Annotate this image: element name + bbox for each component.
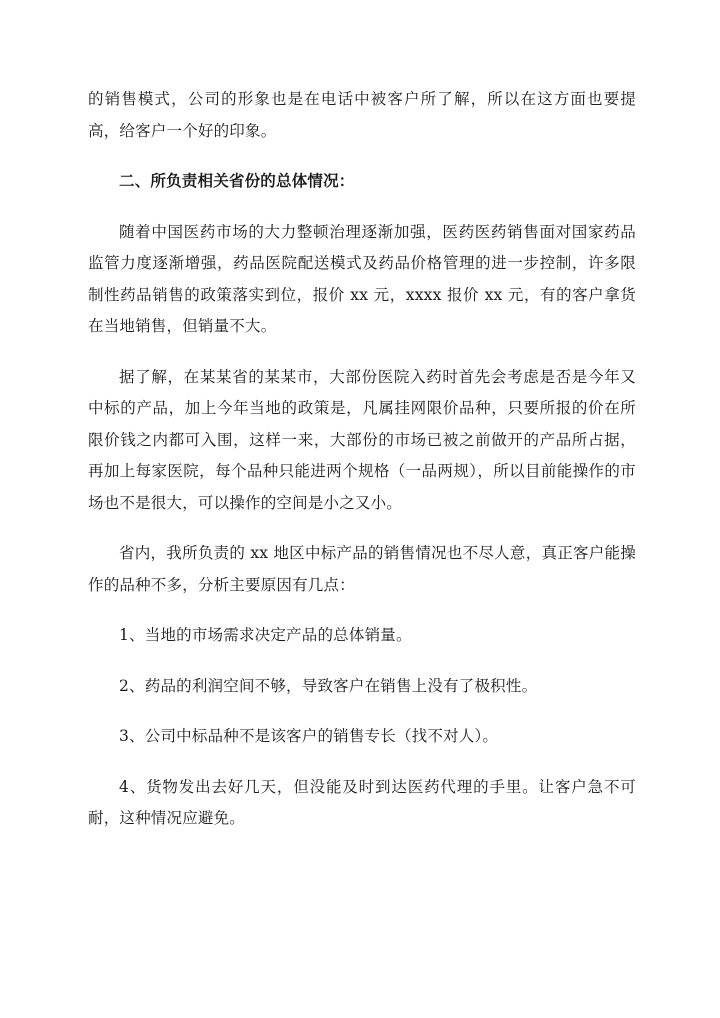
section-heading-province-overview: 二、所负责相关省份的总体情况： [119,172,355,190]
document-page [88,84,636,835]
paragraph-regional-sales-analysis: 省内，我所负责的 xx 地区中标产品的销售情况也不尽人意，真正客户能操作的品种不多，分析主要原因有几点： [88,544,636,594]
list-item-reason-4: 4、货物发出去好几天，但没能及时到达医药代理的手里。让客户急不可耐，这种情况应避免。 [88,777,636,827]
list-item-reason-3: 3、公司中标品种不是该客户的销售专长（找不对人）。 [119,727,499,745]
paragraph-sales-model-continued: 的销售模式，公司的形象也是在电话中被客户所了解，所以在这方面也要提高，给客户一个好的印象。 [88,90,636,140]
paragraph-market-regulation: 随着中国医药市场的大力整顿治理逐渐加强，医药医药销售面对国家药品监管力度逐渐增强，药品医院配送模式及药品价格管理的进一步控制，许多限制性药品销售的政策落实到位，报价 xx 元，xxxx 报价 xx 元，有的客户拿货在当地销售，但销量不大。 [88,222,636,335]
list-item-reason-2: 2、药品的利润空间不够，导致客户在销售上没有了极积性。 [119,676,538,695]
paragraph-city-hospital-situation: 据了解，在某某省的某某市，大部份医院入药时首先会考虑是否是今年又中标的产品，加上今年当地的政策是，凡属挂网限价品种，只要所报的价在所限价钱之内都可入围，这样一来，大部份的市场已被之前做开的产品所占据，再加上每家医院，每个品种只能进两个规格（一品两规），所以目前能操作的市场也不是很大，可以操作的空间是小之又小。 [88,367,636,512]
list-item-reason-1: 1、当地的市场需求决定产品的总体销量。 [119,626,412,644]
